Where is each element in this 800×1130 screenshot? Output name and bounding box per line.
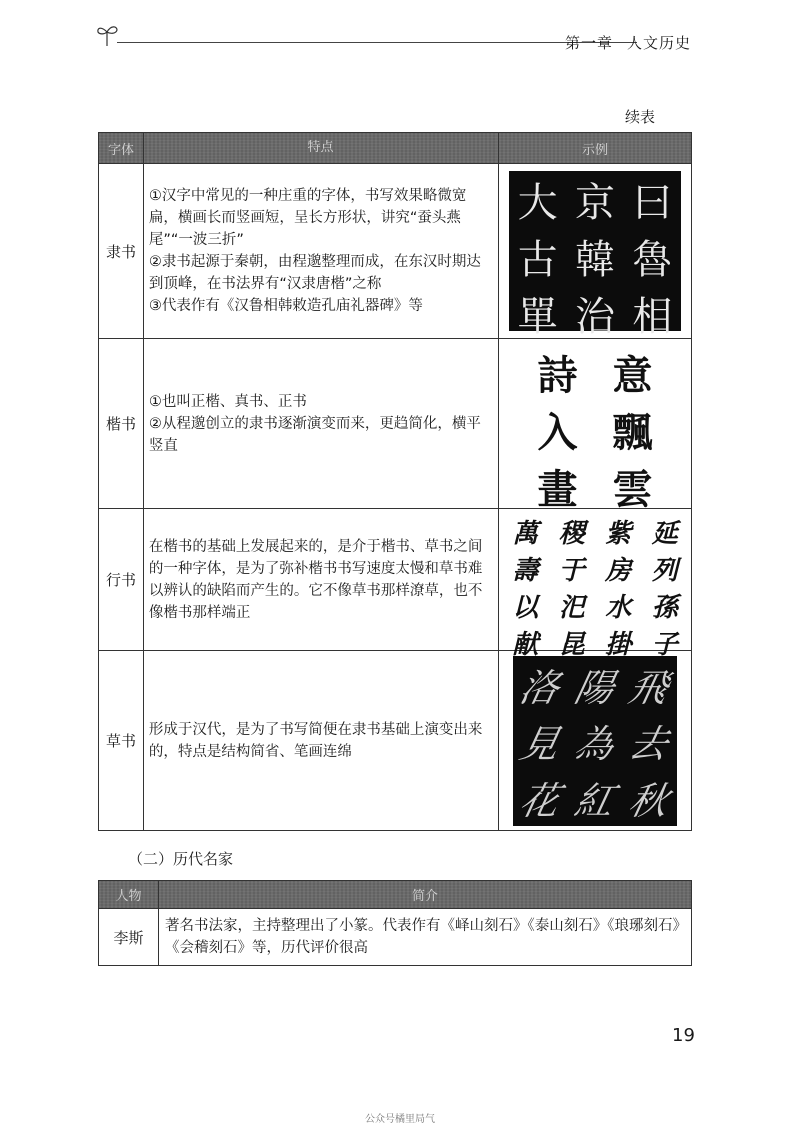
table-row (99, 339, 692, 509)
sample-char: 秋 (625, 778, 673, 823)
font-name: 隶书 (99, 164, 144, 339)
sample-char: 壽 (512, 555, 539, 586)
sample-char: 韓 (574, 237, 615, 283)
sample-cell (499, 164, 692, 339)
sample-char: 單 (517, 294, 558, 340)
table-row (99, 509, 692, 651)
sample-char: 飛 (625, 665, 673, 710)
sample-char: 曰 (632, 180, 673, 226)
sample-char: 延 (651, 518, 678, 549)
sample-char: 萬 (512, 518, 539, 549)
header-rule (117, 42, 637, 43)
font-name: 草书 (99, 651, 144, 831)
page-number: 19 (672, 1025, 695, 1046)
sample-char: 洛 (515, 665, 564, 710)
description-line: ③代表作有《汉鲁相韩敕造孔庙礼器碑》等 (148, 298, 423, 314)
header-cell-features: 特点 (143, 133, 498, 164)
font-description (143, 509, 498, 651)
xingshu-sample-image (502, 513, 688, 660)
sample-char: 列 (651, 555, 678, 586)
sample-char: 詩 (537, 351, 578, 399)
description-line: 形成于汉代，是为了书写简便在隶书基础上演变出来的，特点是结构简省、笔画连绵 (148, 721, 483, 760)
sample-char: 相 (632, 294, 673, 340)
kaishu-sample-image (520, 344, 670, 513)
sample-char: 入 (537, 408, 578, 456)
description-line: ①也叫正楷、真书、正书 (148, 393, 307, 410)
famous-calligraphers-table (98, 880, 692, 966)
continued-label: 续表 (625, 108, 656, 126)
sample-char: 昆 (558, 629, 585, 660)
sample-char: 見 (515, 721, 564, 766)
table-row (99, 909, 692, 966)
sample-char: 雲 (612, 465, 653, 513)
sample-cell (499, 509, 692, 660)
chapter-label: 第一章 (565, 34, 614, 52)
sample-char: 于 (558, 555, 585, 586)
sample-char: 以 (512, 592, 539, 623)
sample-char: 紫 (605, 518, 632, 549)
sample-char: 掛 (605, 629, 632, 660)
person-intro: 著名书法家，主持整理出了小篆。代表作有《峄山刻石》《泰山刻石》《琅琊刻石》《会稽刻石》等，历代评价很高 (159, 909, 692, 966)
sample-char: 紅 (570, 778, 618, 823)
caoshu-sample-image (513, 656, 677, 826)
sample-char: 孫 (651, 592, 678, 623)
sample-char: 意 (612, 351, 653, 399)
calligraphy-table (98, 132, 692, 831)
description-line: ②从程邈创立的隶书逐渐演变而来，更趋简化，横平竖直 (148, 415, 481, 454)
table-row (99, 164, 692, 339)
sample-char: 畫 (537, 465, 578, 513)
chapter-heading (565, 32, 691, 53)
header-cell-intro: 简介 (159, 881, 692, 909)
sample-char: 京 (574, 180, 615, 226)
chapter-title: 人文历史 (627, 34, 692, 52)
sample-cell (499, 651, 692, 831)
person-name: 李斯 (99, 909, 159, 966)
header-cell-person: 人物 (99, 881, 159, 909)
description-line: ①汉字中常见的一种庄重的字体，书写效果略微宽扁，横画长而竖画短，呈长方形状，讲究“蚕头燕尾”“一波三折” (148, 188, 467, 248)
sample-char: 陽 (570, 665, 618, 710)
sample-char: 献 (512, 629, 539, 660)
header-cell-sample: 示例 (499, 133, 692, 164)
font-description (143, 339, 498, 509)
sample-char: 水 (605, 592, 632, 623)
lishu-sample-image (509, 171, 681, 340)
table-header-row (99, 881, 692, 909)
sample-char: 子 (651, 629, 678, 660)
sample-char: 房 (605, 555, 632, 586)
section-title: （二）历代名家 (128, 850, 234, 868)
description-line: 在楷书的基础上发展起来的，是介于楷书、草书之间的一种字体，是为了弥补楷书书写速度太慢和草书难以辨认的缺陷而产生的。它不像草书那样潦草，也不像楷书那样端正 (148, 538, 483, 621)
sample-char: 飄 (612, 408, 653, 456)
header-cell-font: 字体 (99, 133, 144, 164)
sample-char: 治 (574, 294, 615, 340)
font-name: 行书 (99, 509, 144, 651)
table-header-row (99, 133, 692, 164)
running-header (95, 22, 705, 62)
sample-char: 汜 (558, 592, 585, 623)
table-row (99, 651, 692, 831)
description-line: ②隶书起源于秦朝，由程邈整理而成，在东汉时期达到顶峰，在书法界有“汉隶唐楷”之称 (148, 254, 481, 292)
sample-char: 稷 (558, 518, 585, 549)
font-description (143, 651, 498, 831)
sample-char: 古 (517, 237, 558, 283)
font-description (143, 164, 498, 339)
sample-char: 魯 (632, 237, 673, 283)
sample-char: 為 (570, 721, 618, 766)
font-name: 楷书 (99, 339, 144, 509)
sample-char: 花 (515, 778, 564, 823)
watermark: 公众号橘里局气 (365, 1114, 435, 1125)
sample-cell (499, 339, 692, 513)
sample-char: 大 (517, 180, 558, 226)
sample-char: 去 (625, 721, 673, 766)
sprout-icon (95, 22, 121, 48)
